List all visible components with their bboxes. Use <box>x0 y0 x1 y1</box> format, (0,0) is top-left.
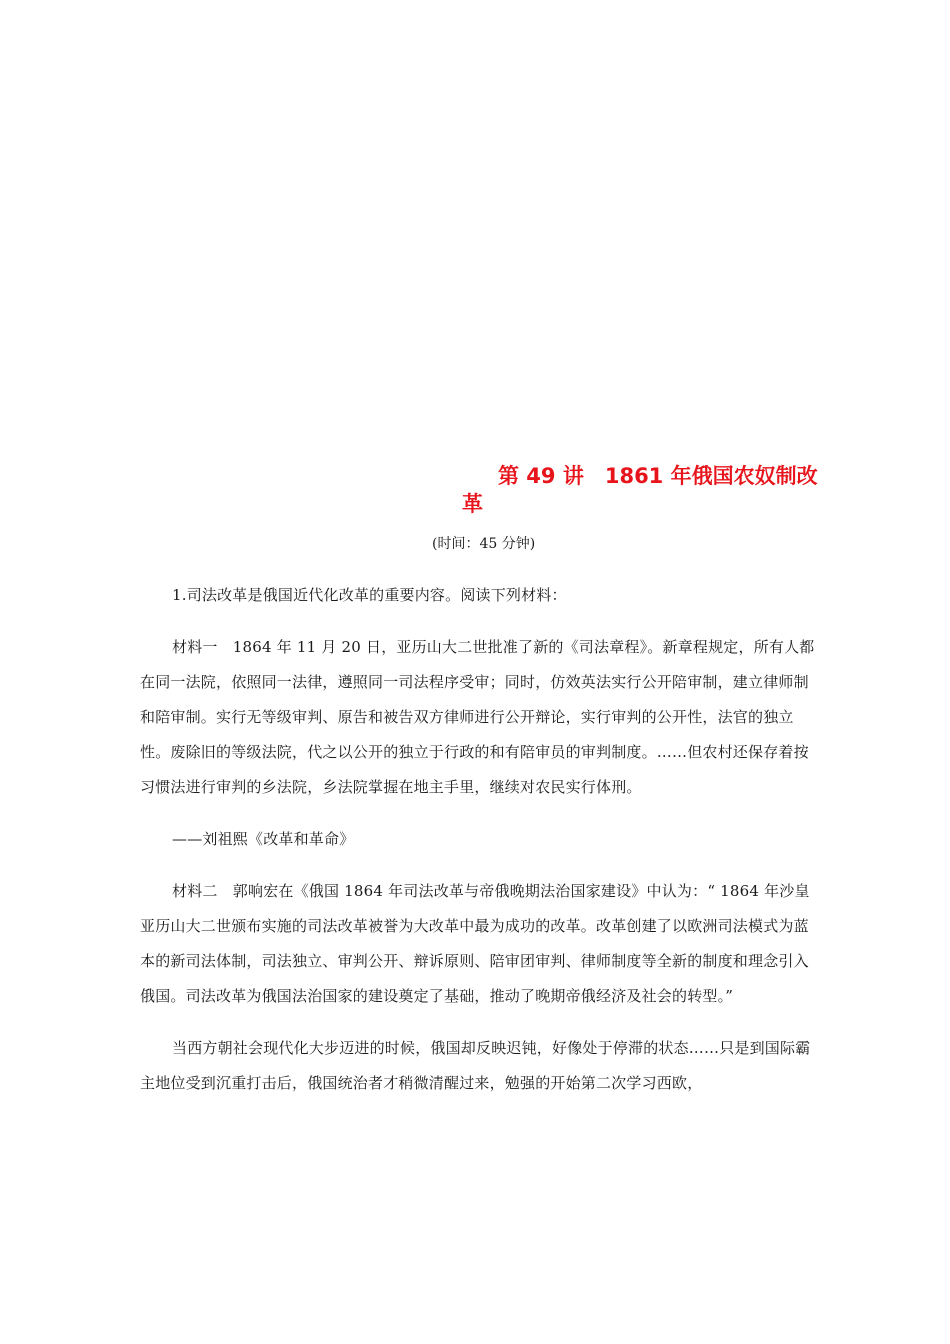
material-one-text: 材料一 1864 年 11 月 20 日，亚历山大二世批准了新的《司法章程》。新章程规定，所有人都在同一法院，依照同一法律，遵照同一司法程序受审；同时，仿效英法实行公开陪审制，建立律师制和陪审制。实行无等级审判、原告和被告双方律师进行公开辩论，实行审判的公开性，法官的独立性。废除旧的等级法院，代之以公开的独立于行政的和有陪审员的审判制度。……但农村还保存着按习惯法进行审判的乡法院，乡法院掌握在地主手里，继续对农民实行体刑。 <box>140 638 815 796</box>
document-title <box>140 462 820 518</box>
material-one-source: ——刘祖熙《改革和革命》 <box>172 830 355 848</box>
question-prompt: 1.司法改革是俄国近代化改革的重要内容。阅读下列材料： <box>172 586 567 604</box>
title-line-1: 第 49 讲 1861 年俄国农奴制改 <box>498 464 818 488</box>
document-page <box>140 462 820 1101</box>
paragraph-three: 当西方朝社会现代化大步迈进的时候，俄国却反映迟钝，好像处于停滞的状态……只是到国际霸主地位受到沉重打击后，俄国统治者才稍微清醒过来，勉强的开始第二次学习西欧， <box>140 1039 811 1092</box>
title-line-2: 革 <box>462 492 483 516</box>
material-two-text: 材料二 郭响宏在《俄国 1864 年司法改革与帝俄晚期法治国家建设》中认为：“ 1864 年沙皇亚历山大二世颁布实施的司法改革被誉为大改革中最为成功的改革。改革创建了以欧洲司法模式为蓝本的新司法体制，司法独立、审判公开、辩诉原则、陪审团审判、律师制度等全新的制度和理念引入俄国。司法改革为俄国法治国家的建设奠定了基础，推动了晚期帝俄经济及社会的转型。” <box>140 882 810 1005</box>
time-limit: (时间：45 分钟) <box>432 536 536 552</box>
